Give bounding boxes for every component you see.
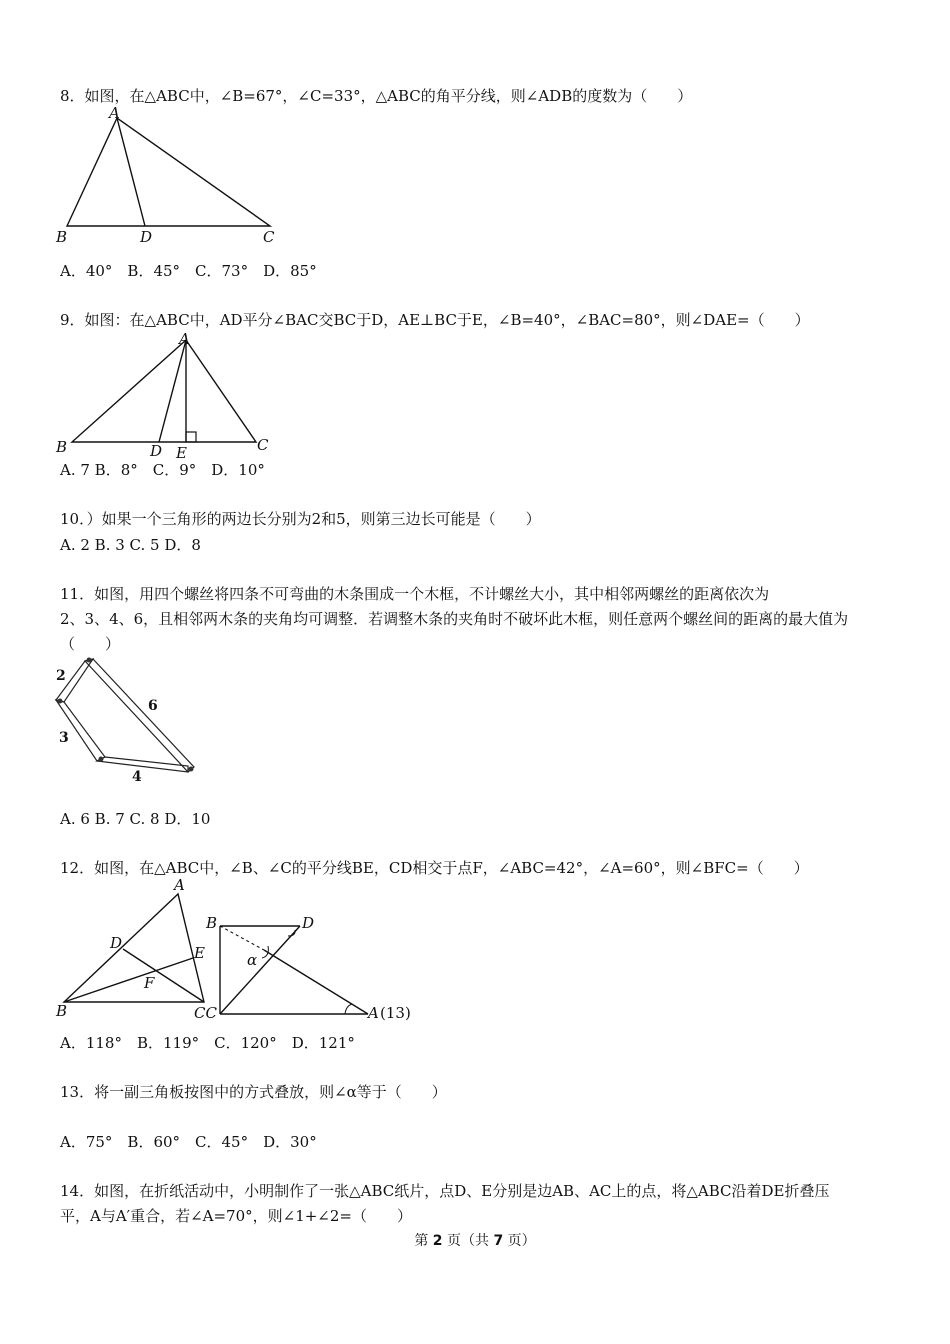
q11-frame-figure: [48, 652, 208, 782]
q8-label-c: C: [263, 228, 275, 246]
q12-figure: [50, 876, 220, 1024]
q12-label-d: D: [110, 934, 123, 952]
q9-label-e: E: [176, 444, 187, 460]
q11-label-3: 3: [59, 730, 69, 746]
q10-options: A. 2 B. 3 C. 5 D．8: [60, 536, 201, 554]
q11-label-6: 6: [148, 698, 158, 714]
q13-label-d: D: [302, 914, 315, 932]
q13-figure: [200, 906, 420, 1030]
q13-options: A．75° B．60° C．45° D．30°: [60, 1133, 317, 1151]
q8-stem: 8．如图，在△ABC中，∠B=67°，∠C=33°，△ABC的角平分线，则∠ADB的度数为（ ）: [60, 87, 693, 105]
q12-label-b: B: [56, 1002, 68, 1020]
q9-label-a: A: [179, 330, 190, 348]
q13-label-b: B: [206, 914, 218, 932]
q11-options: A. 6 B. 7 C. 8 D．10: [60, 810, 211, 828]
q11-stem-line3: （ ）: [60, 635, 121, 653]
page-footer: [0, 1230, 950, 1250]
q9-label-d: D: [150, 442, 163, 460]
q11-label-2: 2: [56, 668, 66, 684]
footer-page-number: 2: [432, 1233, 443, 1249]
q8-figure: [50, 106, 290, 248]
q9-label-c: C: [257, 436, 269, 454]
q13-label-tag: (13): [380, 1004, 411, 1022]
q12-stem: 12．如图，在△ABC中，∠B、∠C的平分线BE，CD相交于点F，∠ABC=42°，∠A=60°，则∠BFC=（ ）: [60, 859, 809, 877]
q8-label-a: A: [109, 106, 120, 122]
q9-options: A. 7 B．8° C．9° D．10°: [60, 461, 265, 479]
q12-label-c: CC: [194, 1004, 217, 1022]
footer-total-pages: 7: [493, 1233, 504, 1249]
q9-label-b: B: [56, 438, 68, 456]
q14-stem-line2: 平，A与A′重合，若∠A=70°，则∠1+∠2=（ ）: [60, 1207, 412, 1225]
q8-label-b: B: [56, 228, 68, 246]
q14-stem-line1: 14．如图，在折纸活动中，小明制作了一张△ABC纸片，点D、E分别是边AB、AC上的点，将△ABC沿着DE折叠压: [60, 1182, 830, 1200]
q9-stem: 9．如图：在△ABC中，AD平分∠BAC交BC于D，AE⊥BC于E，∠B=40°，∠BAC=80°，则∠DAE=（ ）: [60, 311, 810, 329]
q10-stem: 10．）如果一个三角形的两边长分别为2和5，则第三边长可能是（ ）: [60, 510, 541, 528]
q12-label-e: E: [194, 944, 205, 962]
q11-stem-line2: 2、3、4、6，且相邻两木条的夹角均可调整．若调整木条的夹角时不破坏此木框，则任意两个螺丝间的距离的最大值为: [60, 610, 849, 628]
q8-label-d: D: [140, 228, 153, 246]
q12-options: A．118° B．119° C．120° D．121°: [60, 1034, 355, 1052]
q9-figure: [50, 330, 290, 460]
q13-label-alpha: α: [247, 951, 258, 969]
q13-stem: 13．将一副三角板按图中的方式叠放，则∠α等于（ ）: [60, 1083, 447, 1101]
footer-prefix: 第: [414, 1233, 433, 1249]
q11-stem-line1: 11．如图，用四个螺丝将四条不可弯曲的木条围成一个木框，不计螺丝大小，其中相邻两螺丝的距离依次为: [60, 585, 770, 603]
q12-label-a: A: [174, 876, 185, 894]
footer-middle: 页（共: [442, 1233, 494, 1249]
q12-label-f: F: [144, 974, 155, 992]
footer-suffix: 页）: [503, 1233, 536, 1249]
q8-options: A．40° B．45° C．73° D．85°: [60, 262, 317, 280]
q11-label-4: 4: [132, 769, 142, 782]
q13-label-a: A: [368, 1004, 379, 1022]
